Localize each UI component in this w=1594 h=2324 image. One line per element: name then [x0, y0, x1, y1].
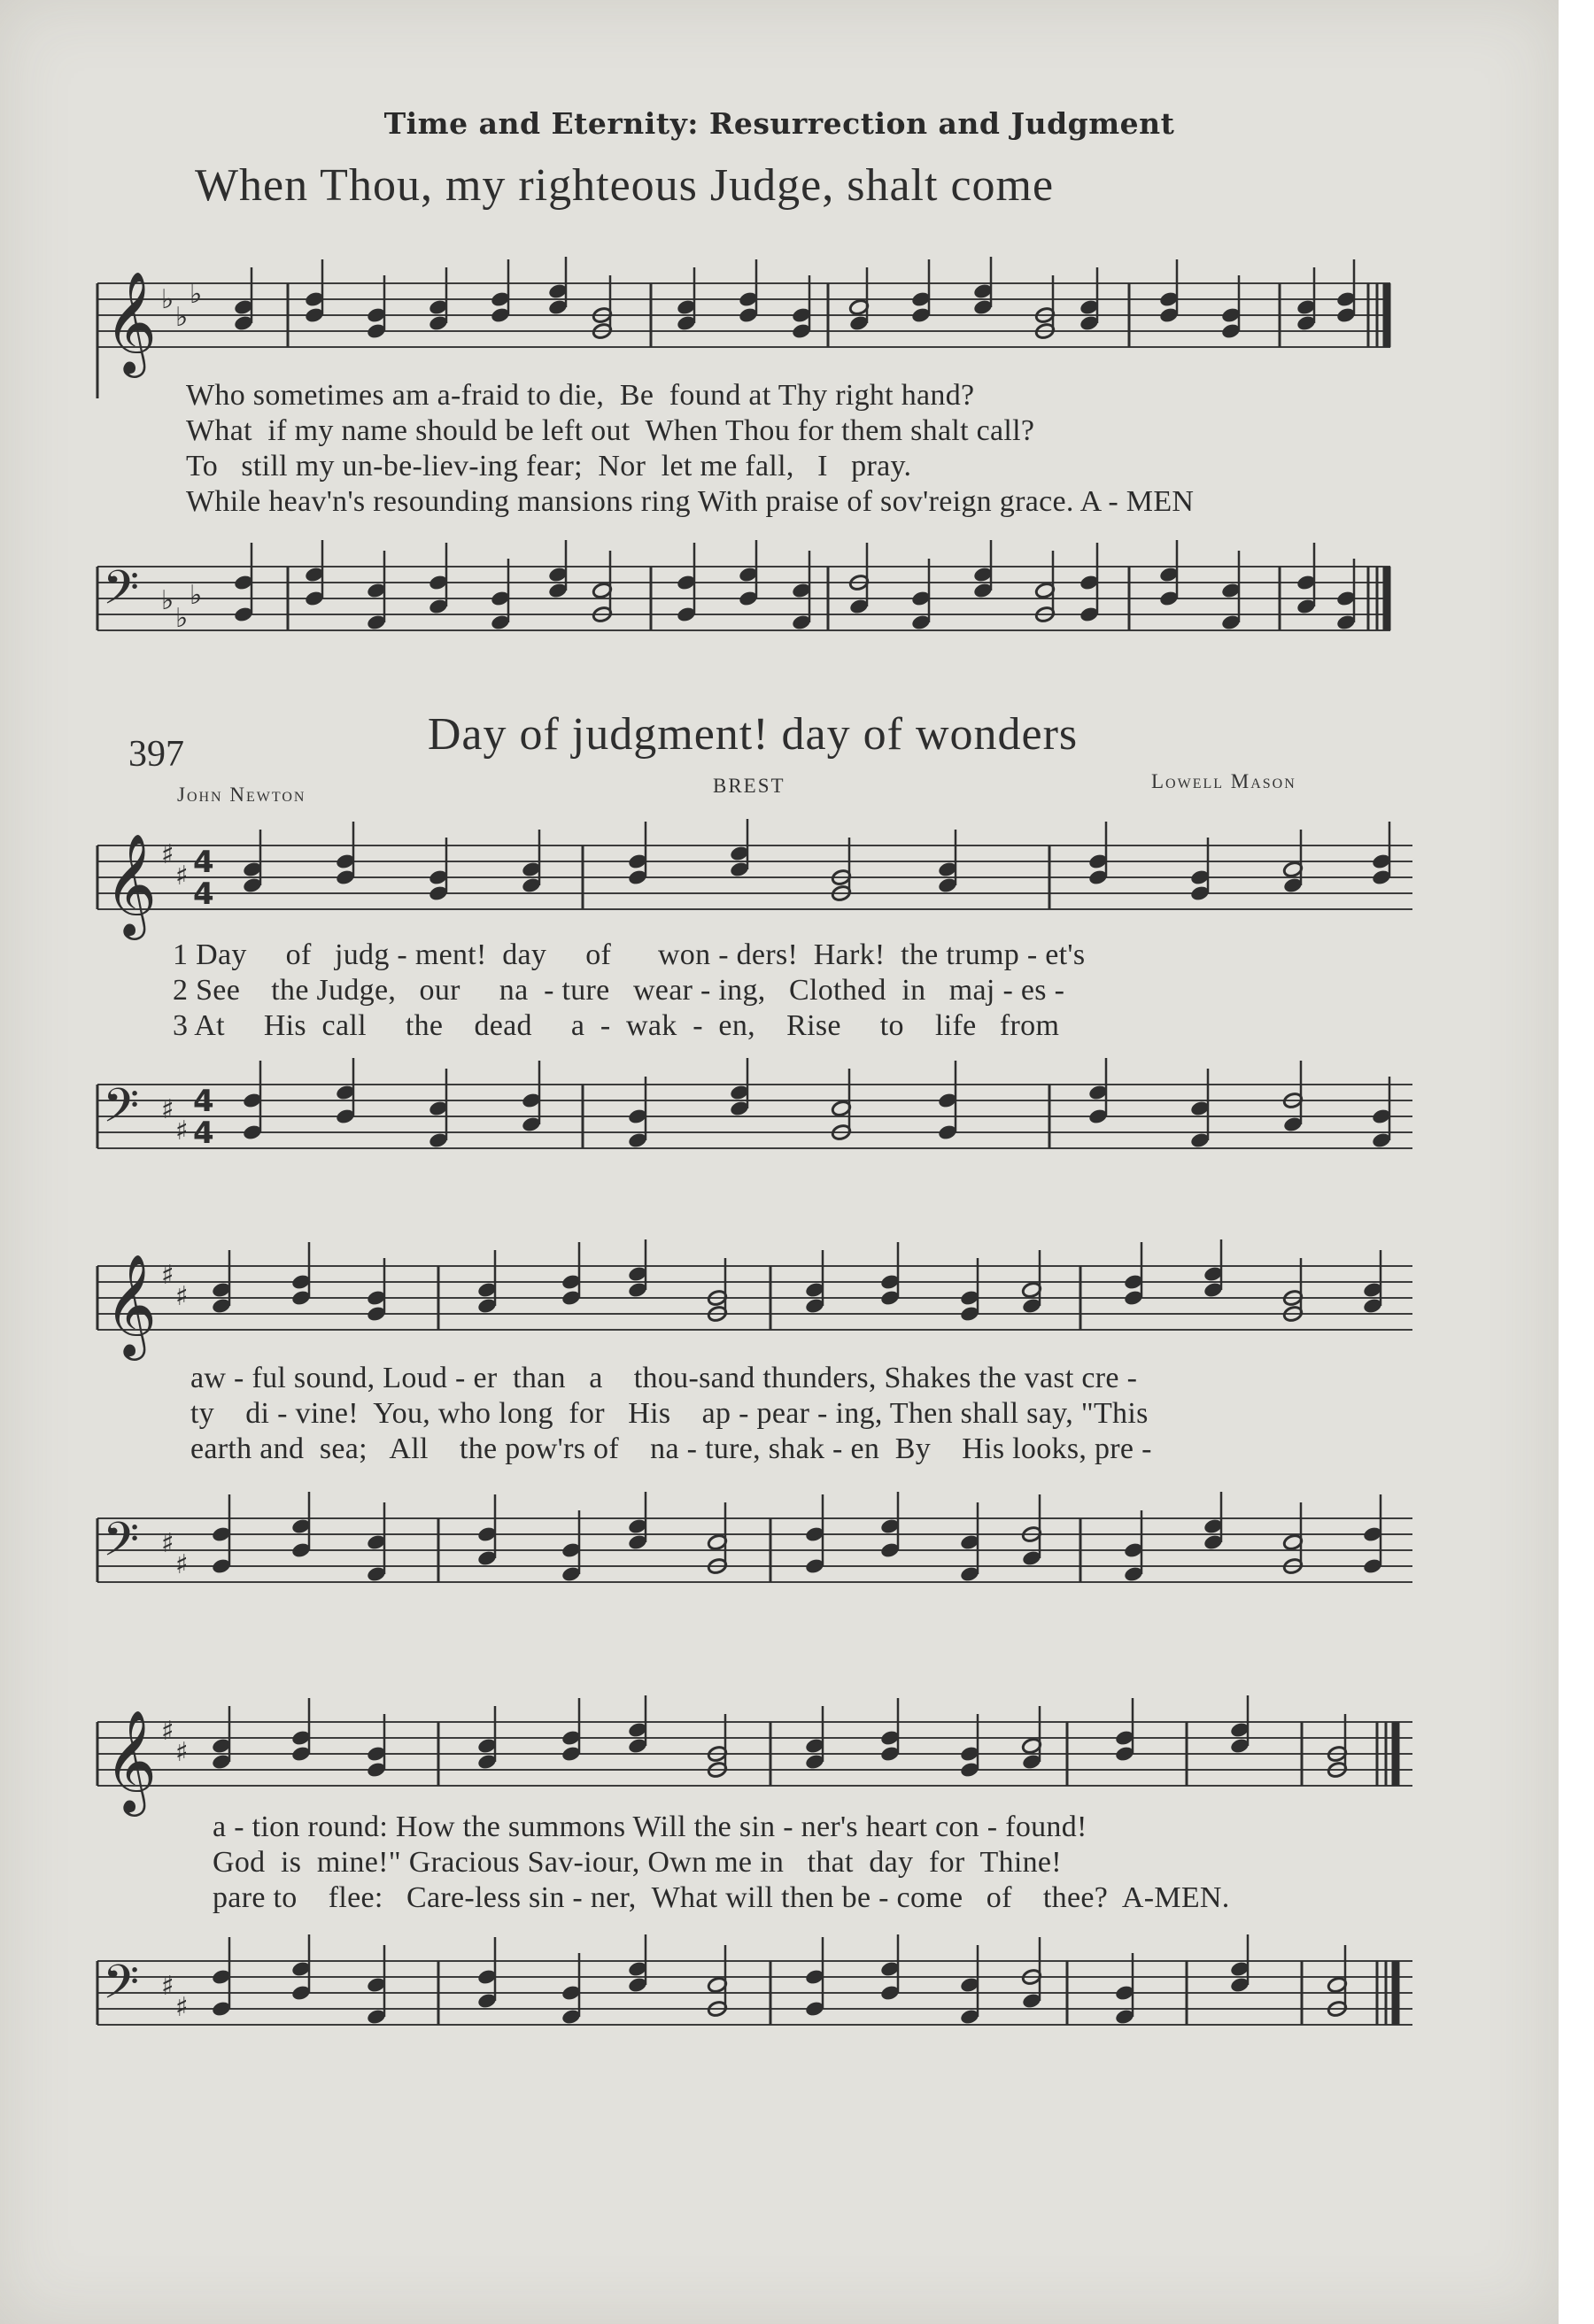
svg-text:4: 4 — [193, 1116, 214, 1151]
hymn-title: Day of judgment! day of wonders — [427, 709, 1079, 760]
system-2-lyric-verse-3: earth and sea; All the pow'rs of na - ture, shak - en By His looks, pre - — [190, 1432, 1152, 1465]
svg-text:♯: ♯ — [175, 1116, 189, 1147]
svg-text:♭: ♭ — [175, 302, 189, 333]
svg-text:𝄞: 𝄞 — [104, 1253, 158, 1356]
svg-text:♯: ♯ — [161, 1260, 174, 1291]
svg-text:𝄞: 𝄞 — [104, 1709, 158, 1812]
system-1-bass-staff — [89, 1058, 1417, 1191]
svg-text:♯: ♯ — [161, 1528, 174, 1559]
system-3-lyric-verse-1: a - tion round: How the summons Will the sin - ner's heart con - found! — [213, 1811, 1087, 1843]
svg-text:♭: ♭ — [161, 585, 174, 616]
svg-text:𝄢: 𝄢 — [103, 561, 140, 627]
svg-text:♯: ♯ — [175, 1992, 189, 2023]
svg-text:♯: ♯ — [175, 1549, 189, 1580]
svg-text:♯: ♯ — [161, 839, 174, 870]
page-margin — [1559, 0, 1594, 2324]
previous-hymn-title: When Thou, my righteous Judge, shalt come — [194, 160, 1055, 211]
svg-text:4: 4 — [193, 876, 214, 912]
previous-hymn-lyric-line-1: Who sometimes am a-fraid to die, Be found at Thy right hand? — [186, 379, 975, 412]
svg-text:♯: ♯ — [175, 1737, 189, 1768]
system-3-lyric-verse-3: pare to flee: Care-less sin - ner, What will then be - come of thee? A-MEN. — [213, 1881, 1230, 1914]
svg-text:♭: ♭ — [161, 284, 174, 315]
svg-text:𝄢: 𝄢 — [103, 1956, 140, 2021]
hymn-tune: BREST — [713, 775, 785, 797]
previous-hymn-lyric-line-2: What if my name should be left out When Thou for them shalt call? — [186, 414, 1035, 447]
svg-text:♭: ♭ — [190, 279, 203, 310]
hymn-author: John Newton — [177, 784, 306, 806]
svg-text:𝄢: 𝄢 — [103, 1079, 140, 1145]
previous-hymn-lyric-line-3: To still my un-be-liev-ing fear; Nor let me fall, I pray. — [186, 450, 912, 483]
svg-text:♯: ♯ — [175, 1281, 189, 1312]
system-1-lyric-verse-3: 3 At His call the dead a - wak - en, Rise to life from — [173, 1009, 1060, 1042]
system-1-lyric-verse-1: 1 Day of judg - ment! day of won - ders! Hark! the trump - et's — [173, 938, 1086, 971]
svg-text:♭: ♭ — [190, 580, 203, 611]
system-2-treble-staff — [89, 1239, 1417, 1372]
section-header: Time and Eternity: Resurrection and Judgment — [383, 106, 1175, 141]
system-1-lyric-verse-2: 2 See the Judge, our na - ture wear - ing, Clothed in maj - es - — [173, 974, 1065, 1007]
hymn-number: 397 — [128, 734, 184, 775]
system-2-lyric-verse-1: aw - ful sound, Loud - er than a thou-sand thunders, Shakes the vast cre - — [190, 1362, 1138, 1394]
system-2-bass-staff — [89, 1492, 1417, 1625]
previous-hymn-treble-staff — [89, 257, 1417, 398]
svg-text:4: 4 — [193, 1084, 214, 1119]
previous-hymn-lyric-line-4: While heav'n's resounding mansions ring With praise of sov'reign grace. A - MEN — [186, 485, 1195, 518]
system-1-treble-staff — [89, 819, 1417, 952]
svg-text:𝄢: 𝄢 — [103, 1513, 140, 1579]
system-3-lyric-verse-2: God is mine!" Gracious Sav-iour, Own me in that day for Thine! — [213, 1846, 1062, 1879]
svg-text:𝄞: 𝄞 — [104, 270, 158, 374]
svg-text:♯: ♯ — [161, 1971, 174, 2002]
previous-hymn-bass-staff — [89, 540, 1417, 691]
svg-text:4: 4 — [193, 845, 214, 880]
svg-text:♯: ♯ — [161, 1716, 174, 1747]
system-2-lyric-verse-2: ty di - vine! You, who long for His ap - pear - ing, Then shall say, "This — [190, 1397, 1149, 1430]
svg-text:♯: ♯ — [175, 861, 189, 892]
svg-text:♯: ♯ — [161, 1094, 174, 1125]
svg-text:♭: ♭ — [175, 603, 189, 634]
system-3-bass-staff — [89, 1934, 1417, 2067]
hymn-composer: Lowell Mason — [1151, 770, 1296, 792]
svg-text:𝄞: 𝄞 — [104, 832, 158, 936]
system-3-treble-staff — [89, 1695, 1417, 1828]
